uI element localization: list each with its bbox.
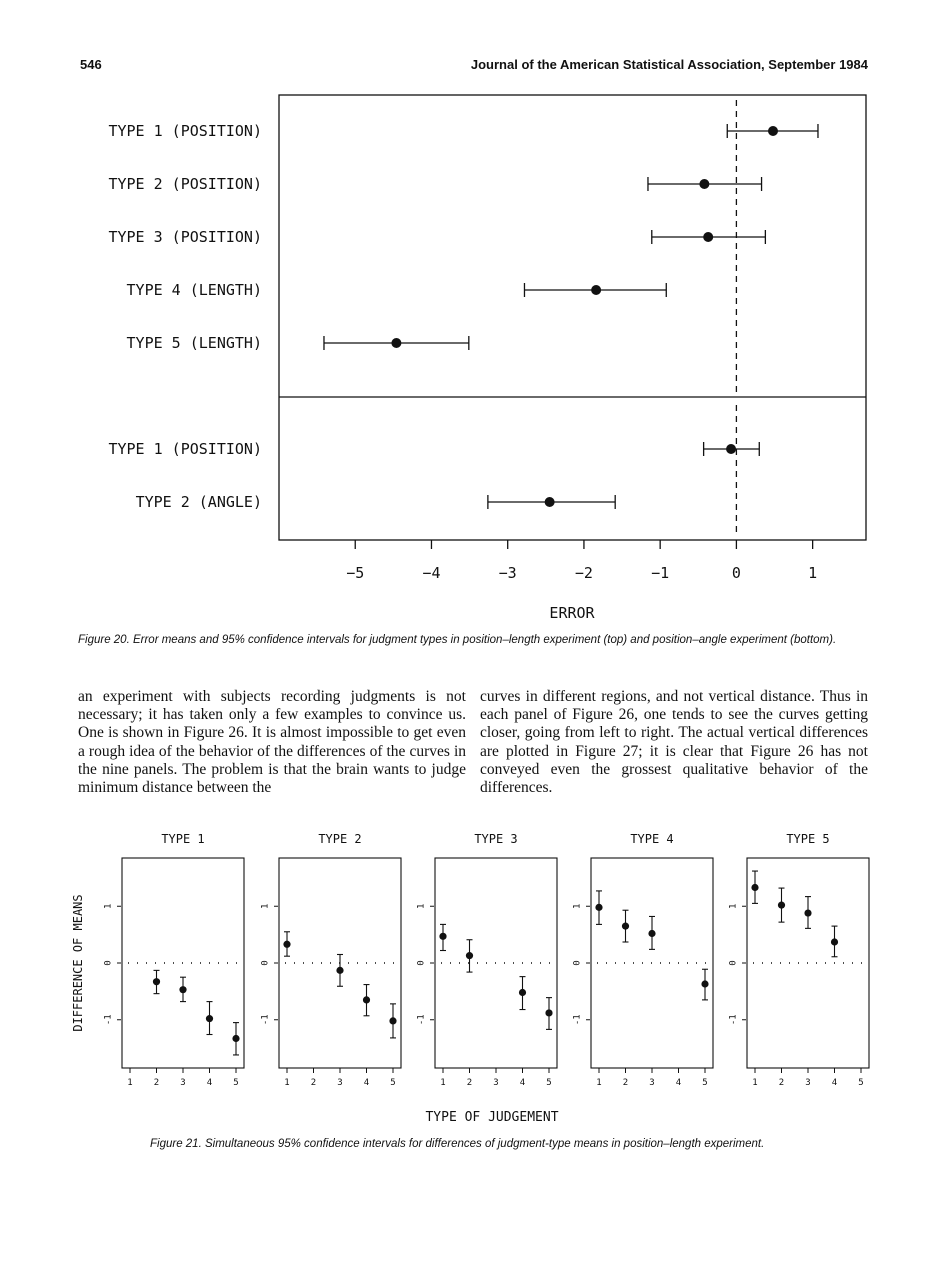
panel-title: TYPE 3 bbox=[474, 832, 518, 846]
x-tick-label: 5 bbox=[546, 1078, 552, 1088]
mean-point bbox=[363, 996, 370, 1003]
page-number: 546 bbox=[80, 57, 102, 72]
y-axis-label: DIFFERENCE OF MEANS bbox=[71, 894, 85, 1032]
y-tick-label: 1 bbox=[103, 903, 114, 909]
y-tick-label: -1 bbox=[260, 1014, 271, 1026]
panel-title: TYPE 4 bbox=[630, 832, 674, 846]
x-tick-label: 2 bbox=[778, 1078, 785, 1088]
difference-interval bbox=[751, 871, 758, 903]
difference-interval bbox=[804, 897, 811, 929]
x-axis-label: TYPE OF JUDGEMENT bbox=[425, 1110, 559, 1125]
x-tick-label: 5 bbox=[858, 1078, 864, 1088]
x-tick-label: 3 bbox=[493, 1078, 499, 1088]
difference-interval bbox=[439, 924, 446, 950]
mean-point bbox=[389, 1017, 396, 1024]
y-tick-label: 0 bbox=[728, 960, 739, 966]
x-axis-label: ERROR bbox=[549, 604, 595, 622]
x-tick-label: 1 bbox=[127, 1078, 133, 1088]
difference-interval bbox=[206, 1002, 213, 1035]
x-tick-label: 1 bbox=[440, 1078, 446, 1088]
y-tick-label: 1 bbox=[728, 903, 739, 909]
x-tick-label: 5 bbox=[233, 1078, 239, 1088]
difference-interval bbox=[466, 940, 473, 972]
y-tick-label: 0 bbox=[260, 960, 271, 966]
x-tick-label: −2 bbox=[574, 564, 593, 582]
x-tick-label: 3 bbox=[337, 1078, 343, 1088]
comparison-panel bbox=[261, 832, 402, 1088]
figure-20-caption: Figure 20. Error means and 95% confidence intervals for judgment types in position–length experiment (top) and position–angle experiment (bottom). bbox=[78, 634, 837, 646]
x-tick-label: 2 bbox=[622, 1078, 629, 1088]
difference-interval bbox=[363, 985, 370, 1016]
mean-point bbox=[283, 941, 290, 948]
y-tick-label: -1 bbox=[572, 1014, 583, 1026]
x-tick-label: 4 bbox=[519, 1078, 526, 1088]
x-tick-label: 1 bbox=[808, 564, 818, 582]
x-tick-label: −5 bbox=[346, 564, 365, 582]
mean-point bbox=[751, 884, 758, 891]
figure-21-caption: Figure 21. Simultaneous 95% confidence intervals for differences of judgment-type means in position–length experiment. bbox=[150, 1138, 765, 1150]
x-tick-label: 3 bbox=[180, 1078, 186, 1088]
mean-point bbox=[439, 933, 446, 940]
mean-point bbox=[232, 1035, 239, 1042]
mean-point bbox=[778, 902, 785, 909]
x-tick-label: 1 bbox=[596, 1078, 602, 1088]
difference-interval bbox=[283, 932, 290, 956]
y-tick-label: 0 bbox=[572, 960, 583, 966]
x-tick-label: 2 bbox=[153, 1078, 160, 1088]
mean-point bbox=[831, 938, 838, 945]
difference-interval bbox=[595, 891, 602, 924]
mean-point bbox=[519, 989, 526, 996]
row-label: TYPE 2 (ANGLE) bbox=[135, 493, 262, 511]
y-tick-label: 0 bbox=[416, 960, 427, 966]
y-tick-label: 0 bbox=[103, 960, 114, 966]
comparison-panel bbox=[104, 832, 245, 1088]
comparison-panel bbox=[573, 832, 714, 1088]
y-tick-label: 1 bbox=[572, 903, 583, 909]
difference-interval bbox=[778, 888, 785, 922]
difference-interval bbox=[831, 926, 838, 957]
y-tick-label: 1 bbox=[260, 903, 271, 909]
x-tick-label: −1 bbox=[651, 564, 670, 582]
y-tick-label: -1 bbox=[416, 1014, 427, 1026]
x-tick-label: 3 bbox=[805, 1078, 811, 1088]
panel-title: TYPE 2 bbox=[318, 832, 362, 846]
difference-interval bbox=[519, 977, 526, 1010]
difference-interval bbox=[336, 954, 343, 986]
body-text-left-column: an experiment with subjects recording judgments is not necessary; it has taken only a few examples to convince us. One is shown in Figure 26. It is almost impossible to get even a rough idea of the behavior of the differences of the curves in the nine panels. The problem is that the brain wants to judge minimum distance between the bbox=[78, 688, 466, 797]
x-tick-label: 2 bbox=[310, 1078, 317, 1088]
mean-point bbox=[701, 980, 708, 987]
mean-point bbox=[336, 967, 343, 974]
x-tick-label: 5 bbox=[390, 1078, 396, 1088]
x-tick-label: 2 bbox=[466, 1078, 473, 1088]
x-tick-label: 0 bbox=[731, 564, 741, 582]
x-tick-label: 4 bbox=[675, 1078, 682, 1088]
row-label: TYPE 4 (LENGTH) bbox=[126, 281, 262, 299]
x-tick-label: 3 bbox=[649, 1078, 655, 1088]
row-label: TYPE 1 (POSITION) bbox=[108, 440, 262, 458]
panel-title: TYPE 1 bbox=[161, 832, 205, 846]
difference-interval bbox=[545, 998, 552, 1030]
difference-interval bbox=[648, 916, 655, 949]
row-label: TYPE 3 (POSITION) bbox=[108, 228, 262, 246]
mean-point bbox=[153, 978, 160, 985]
x-tick-label: −4 bbox=[422, 564, 441, 582]
comparison-panel bbox=[417, 832, 558, 1088]
y-tick-label: -1 bbox=[103, 1014, 114, 1026]
mean-point bbox=[648, 930, 655, 937]
x-tick-label: 1 bbox=[284, 1078, 290, 1088]
x-tick-label: 4 bbox=[363, 1078, 370, 1088]
journal-header: Journal of the American Statistical Association, September 1984 bbox=[470, 57, 868, 72]
y-tick-label: 1 bbox=[416, 903, 427, 909]
difference-interval bbox=[179, 977, 186, 1001]
row-label: TYPE 5 (LENGTH) bbox=[126, 334, 262, 352]
x-tick-label: 4 bbox=[831, 1078, 838, 1088]
difference-interval bbox=[153, 970, 160, 993]
difference-interval bbox=[622, 910, 629, 942]
mean-point bbox=[545, 1009, 552, 1016]
x-tick-label: 1 bbox=[752, 1078, 758, 1088]
x-tick-label: 4 bbox=[206, 1078, 213, 1088]
mean-point bbox=[206, 1015, 213, 1022]
mean-point bbox=[179, 986, 186, 993]
x-tick-label: −3 bbox=[498, 564, 517, 582]
mean-point bbox=[804, 909, 811, 916]
x-tick-label: 5 bbox=[702, 1078, 708, 1088]
y-tick-label: -1 bbox=[728, 1014, 739, 1026]
difference-interval bbox=[232, 1023, 239, 1055]
difference-interval bbox=[701, 969, 708, 1000]
panel-title: TYPE 5 bbox=[786, 832, 830, 846]
row-label: TYPE 1 (POSITION) bbox=[108, 122, 262, 140]
mean-point bbox=[595, 904, 602, 911]
difference-interval bbox=[389, 1004, 396, 1038]
mean-point bbox=[622, 923, 629, 930]
row-label: TYPE 2 (POSITION) bbox=[108, 175, 262, 193]
body-text-right-column: curves in different regions, and not vertical distance. Thus in each panel of Figure 26, one tends to see the curves getting closer, going from left to right. The actual vertical differences are plotted in Figure 27; it is clear that Figure 26 has not conveyed even the grossest qualitative behavior of the differences. bbox=[480, 688, 868, 797]
comparison-panel bbox=[729, 832, 870, 1088]
mean-point bbox=[466, 952, 473, 959]
